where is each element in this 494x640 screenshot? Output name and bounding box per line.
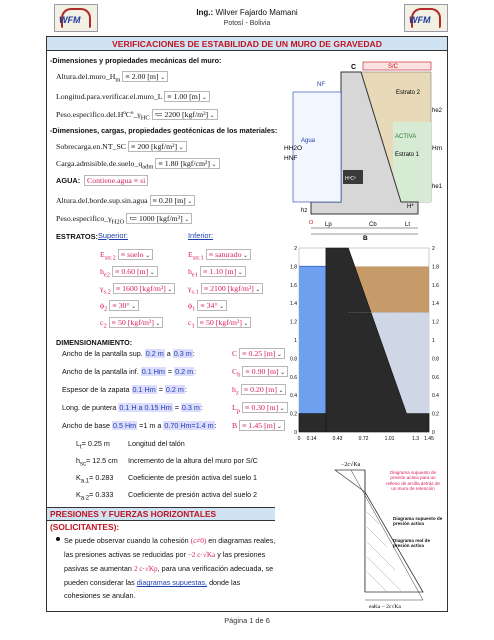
bearing-capacity-row[interactable]: $Carga.admisible.de.suelo\_q_{adm} \equiv 1.80$ [kgf/cm²] ⌄ [56, 159, 220, 171]
presiones-title: PRESIONES Y FUERZAS HORIZONTALES (SOLICITANTES): [47, 507, 275, 521]
agua-select[interactable]: Contiene.agua ≡ si [84, 175, 148, 186]
o-label: O [309, 220, 314, 226]
agua-label: AGUA: [56, 176, 81, 185]
activa-label: ACTIVA [395, 134, 417, 140]
chart-x-tick: 1.01 [384, 436, 395, 442]
computed-result-row: $K_{a.2}= 0.333$ Coeficiente de presión activa del suelo 2 [76, 490, 258, 502]
wall-section-chart [283, 242, 445, 452]
pressure-note-1: Diagrama supuesto de presión activa para un relleno de arcilla detrás de un muro de retención [386, 470, 440, 492]
page-footer: Página 1 de 6 [224, 616, 270, 625]
chart-y-tick-left: 0 [294, 430, 297, 436]
hnf-label: HNF [284, 155, 298, 162]
hh2o-label: HH2O [284, 145, 303, 152]
estrato-superior-label: Superior: [98, 231, 128, 240]
chart-y-tick-left: 0.2 [290, 411, 297, 418]
estrato2-label: Estrato 2 [396, 90, 421, 96]
pressure-note-3: Diagrama real de presión activa [393, 538, 431, 549]
estrato-sup-field[interactable]: $c_2 \equiv 50$ [kgf/m²] ⌄ [100, 318, 163, 330]
wall-unit-weight-row[interactable]: $Peso.especifico.del.HºCº\_\gamma_{HC}$ ≔ 2200 [kgf/m³] ⌄ [56, 110, 218, 122]
estrato-sup-field[interactable]: $\gamma_{s.2} \equiv 1600$ [kgf/m³] ⌄ [100, 284, 175, 296]
water-unit-weight-row[interactable]: $Peso.especifico\_\gamma_{H2O}$ ≔ 1000 [kgf/m³] ⌄ [56, 214, 192, 226]
h-star-label: H* [407, 204, 414, 210]
water-free-height-row[interactable]: Altura.del.borde.sup.sin.agua ≡ 0.20 [m] ⌄ [56, 196, 195, 205]
dim-value-field[interactable]: $C_b \equiv 0.90$ [m] ⌄ [232, 367, 288, 379]
presiones-paragraph: Se puede observar cuando la cohesión (c≠0) en diagramas reales, las presiones activas se reducidas por −2 c·√Ka y las presiones pasivas se aumentan 2 c·√Kp, para una verificación adecuada, se pueden considerar las diagramas supuestas, donde las cohesiones se anulan. [64, 536, 276, 600]
estrato-inf-field[interactable]: $c_1 \equiv 50$ [kgf/m²] ⌄ [188, 318, 251, 330]
he2-label: he2 [432, 108, 443, 114]
dim-value-field[interactable]: $L_p \equiv 0.30$ [m] ⌄ [232, 403, 288, 415]
logo-left: WFM [54, 4, 98, 32]
estratos-label: ESTRATOS: [56, 232, 99, 241]
chart-y-tick-right: 1.8 [432, 264, 439, 271]
surcharge-row[interactable]: Sobrecarga.en.NT_SC ≡ 200 [kgf/m²] ⌄ [56, 142, 187, 151]
page-header [0, 0, 494, 36]
b-label: B [363, 235, 368, 242]
dim-rule-text: Ancho de base 0.5 Hm =1 m a 0.70 Hm=1.4 m: [62, 421, 217, 430]
pressure-note-2: Diagrama supuesto de presión activa [393, 516, 443, 527]
lt-label: Lt [405, 222, 411, 228]
bullet-dot [56, 537, 60, 541]
dim-rule-text: Long. de puntera 0.1 H a 0.15 Hm = 0.3 m: [62, 403, 203, 412]
pressure-bottom-label: eaKa − 2c√Ka [369, 604, 401, 610]
chart-y-tick-right: 0.2 [432, 411, 439, 418]
section-loads: -Dimensiones, cargas, propiedades geotécnicas de los materiales: [50, 126, 278, 135]
chart-y-tick-right: 2 [432, 246, 435, 252]
dimensionamiento-label: DIMENSIONAMIENTO: [56, 338, 133, 347]
chart-y-tick-left: 1.6 [290, 282, 297, 289]
page-title: VERIFICACIONES DE ESTABILIDAD DE UN MURO DE GRAVEDAD [47, 37, 447, 51]
dim-value-field[interactable]: $h_z \equiv 0.20$ [m] ⌄ [232, 385, 286, 397]
lp-label: Lp [325, 222, 332, 228]
chart-x-tick: 0 [297, 436, 301, 442]
computed-result-row: $K_{a.1}= 0.283$ Coeficiente de presión activa del suelo 1 [76, 473, 258, 485]
wall-length-row[interactable]: Longitud.para.verificar.el.muro_L ≡ 1.00 [m] ⌄ [56, 92, 210, 101]
author-line: Ing.: Wilver Fajardo Mamani [196, 8, 298, 17]
section-wall-props: -Dimensiones y propiedades mecánicas del muro: [50, 56, 222, 65]
chart-y-tick-left: 1.2 [290, 319, 297, 326]
chart-y-tick-left: 1.8 [290, 264, 297, 271]
computed-result-row: $L_t= 0.25$ m Longitud del talón [76, 439, 185, 451]
chart-x-tick: 0.14 [306, 436, 317, 442]
chart-x-tick: 1.3 [412, 436, 420, 442]
chart-x-tick: 0.43 [332, 436, 343, 442]
c-label: C [351, 64, 357, 71]
chart-y-tick-right: 1.4 [432, 301, 439, 308]
hc-label: HºCº [345, 176, 356, 182]
chart-y-tick-left: 1.4 [290, 301, 297, 308]
agua-diagram-label: Agua [301, 138, 316, 144]
estrato-inf-field[interactable]: $\phi_1 \equiv 34^\circ$ ⌄ [188, 301, 227, 313]
wall-height-row[interactable]: $Altura.del.muro\_H_m \equiv 2.00$ [m] ⌄ [56, 72, 168, 84]
cb-label: Cb [369, 222, 377, 228]
place-line: Potosí - Bolivia [223, 20, 271, 27]
estrato1-label: Estrato 1 [395, 152, 420, 158]
estrato-sup-field[interactable]: $h_{e2} \equiv 0.60$ [m] ⌄ [100, 267, 158, 279]
wall-diagram [283, 52, 445, 242]
dim-value-field[interactable]: B ≡ 1.45 [m] ⌄ [232, 421, 285, 433]
pressure-top-label: −2c√Ka [341, 462, 361, 468]
chart-y-tick-left: 0.6 [290, 374, 297, 381]
chart-y-tick-right: 1.2 [432, 319, 439, 326]
dim-rule-text: Ancho de la pantalla inf. 0.1 Hm = 0.2 m: [62, 367, 197, 376]
chart-x-tick: 1.45 [424, 436, 434, 442]
dim-rule-text: Espesor de la zapata 0.1 Hm = 0.2 m: [62, 385, 187, 394]
dim-rule-text: Ancho de la pantalla sup. 0.2 m a 0.3 m: [62, 349, 195, 358]
chart-y-tick-left: 1 [294, 338, 297, 344]
chart-y-tick-right: 0 [432, 430, 435, 436]
chart-water-zone [299, 266, 326, 413]
hm-label: Hm [432, 145, 443, 152]
estrato-inf-field[interactable]: $E_{str.1}$ ≡ saturado ⌄ [188, 250, 251, 262]
hz-label: hz [301, 208, 308, 214]
chart-y-tick-right: 1 [432, 338, 435, 344]
chart-y-tick-right: 1.6 [432, 282, 439, 289]
chart-y-tick-left: 0.4 [290, 393, 297, 400]
estrato-inf-field[interactable]: $h_{e1} \equiv 1.10$ [m] ⌄ [188, 267, 246, 279]
chart-y-tick-left: 2 [294, 246, 297, 252]
chart-y-tick-right: 0.6 [432, 374, 439, 381]
estrato-inf-field[interactable]: $\gamma_{s.1} \equiv 2100$ [kgf/m³] ⌄ [188, 284, 263, 296]
estrato-sup-field[interactable]: $\phi_2 \equiv 30^\circ$ ⌄ [100, 301, 139, 313]
chart-y-tick-right: 0.4 [432, 393, 439, 400]
chart-x-tick: 0.72 [358, 436, 369, 442]
he1-label: he1 [432, 184, 443, 190]
chart-y-tick-left: 0.8 [290, 356, 297, 363]
estrato-inferior-label: Inferior: [188, 231, 214, 240]
estrato-sup-field[interactable]: $E_{str.2}$ ≡ suelo ⌄ [100, 250, 153, 262]
chart-y-tick-right: 0.8 [432, 356, 439, 363]
nf-label: NF [317, 82, 325, 88]
dim-value-field[interactable]: C ≡ 0.25 [m] ⌄ [232, 349, 285, 361]
logo-right: WFM [404, 4, 448, 32]
pressure-diagram [283, 452, 445, 610]
sc-label: S/C [388, 64, 399, 70]
computed-result-row: $h_{sc}= 12.5$ cm Incremento de la altura del muro por S/C [76, 456, 258, 468]
